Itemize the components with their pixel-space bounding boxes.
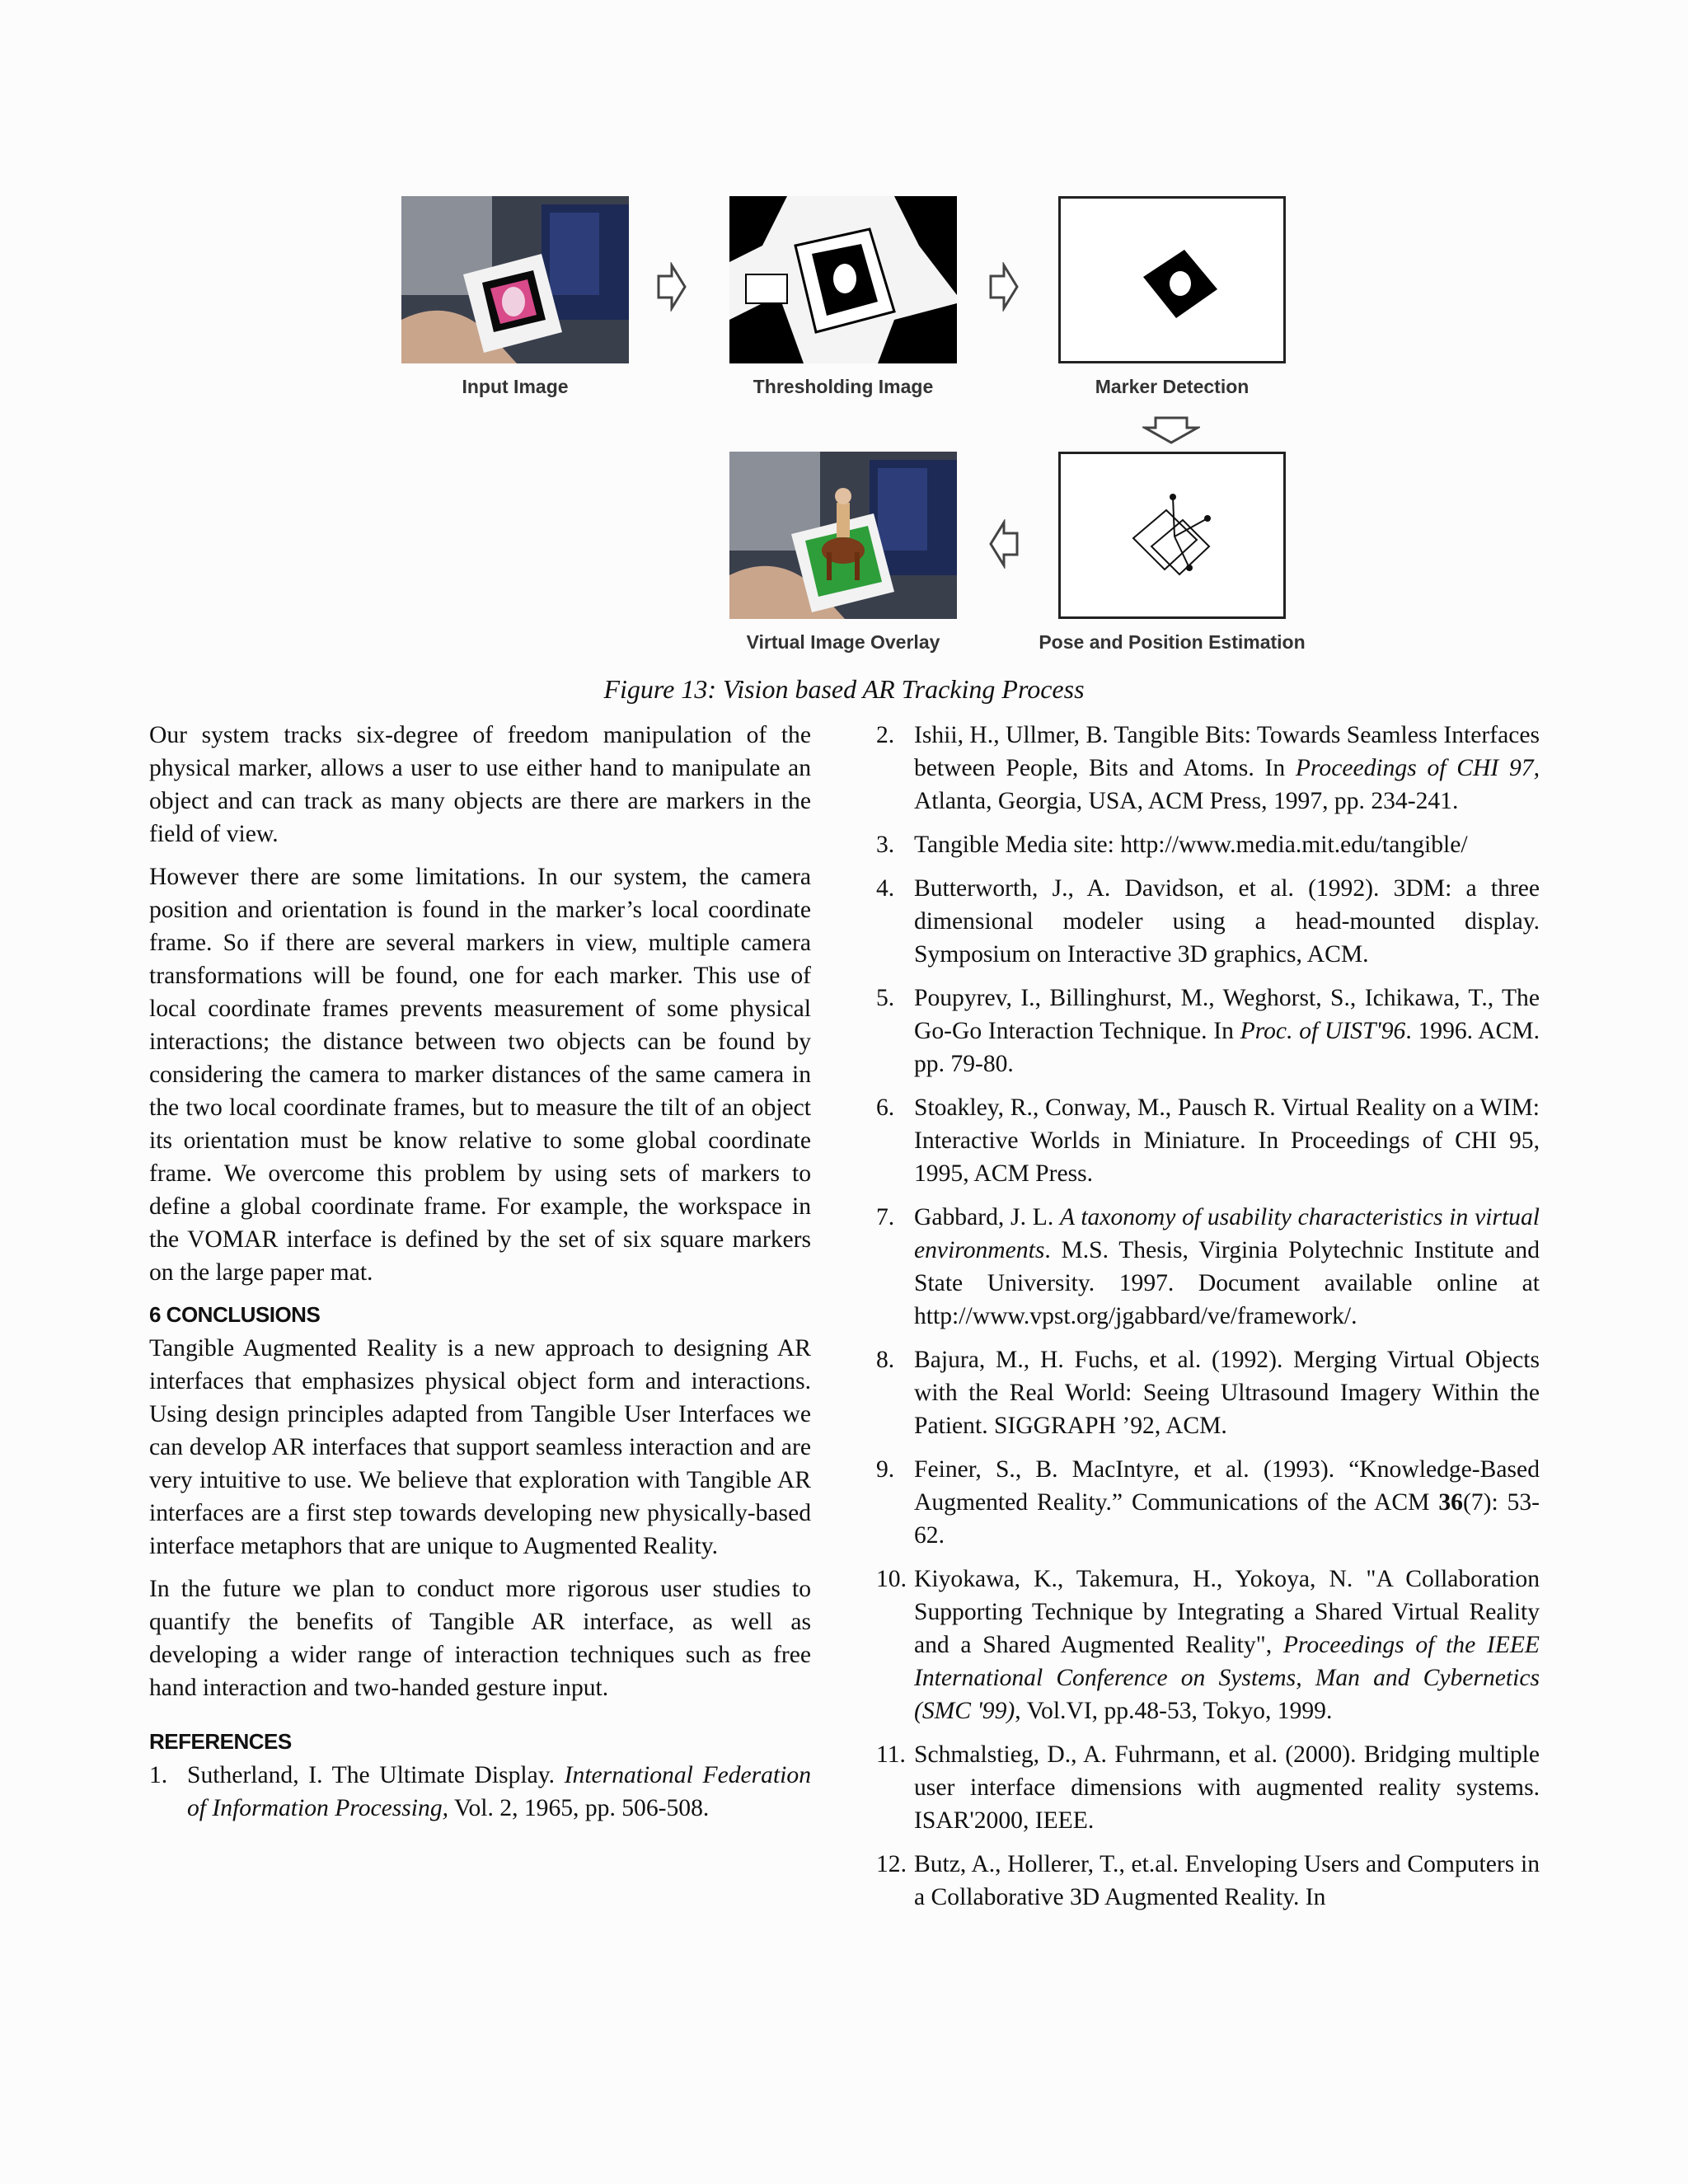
- figure-caption: Figure 13: Vision based AR Tracking Process: [603, 674, 1085, 704]
- reference-item: [876, 719, 1540, 818]
- reference-number: 10.: [876, 1566, 907, 1592]
- reference-item: [876, 1091, 1540, 1190]
- reference-text: Poupyrev, I., Billinghurst, M., Weghorst, S., Ichikawa, T., The Go-Go Interaction Technique. In Proc. of UIST'96. 1996. ACM. pp. 79-80.: [914, 985, 1540, 1077]
- reference-text: Schmalstieg, D., A. Fuhrmann, et al. (2000). Bridging multiple user interface dimensions with augmented reality systems. ISAR'2000, IEEE.: [914, 1741, 1540, 1834]
- right-column: [876, 719, 1540, 1924]
- thresholding-image-label: Thresholding Image: [753, 376, 934, 397]
- reference-text: Butz, A., Hollerer, T., et.al. Enveloping Users and Computers in a Collaborative 3D Augmented Reality. In: [914, 1851, 1540, 1910]
- reference-number: 12.: [876, 1851, 907, 1877]
- reference-number: 6.: [876, 1094, 895, 1121]
- reference-number: 4.: [876, 875, 895, 902]
- reference-item: [876, 1343, 1540, 1442]
- reference-text: Kiyokawa, K., Takemura, H., Yokoya, N. "A Collaboration Supporting Technique by Integrating a Shared Virtual Reality and a Shared Augmented Reality", Proceedings of the IEEE International Conference on Systems, Man and Cybernetics (SMC '99), Vol.VI, pp.48-53, Tokyo, 1999.: [914, 1566, 1540, 1724]
- pose-estimation-label: Pose and Position Estimation: [1039, 631, 1306, 653]
- reference-item: [876, 1453, 1540, 1552]
- reference-text: Gabbard, J. L. A taxonomy of usability characteristics in virtual environments. M.S. Thesis, Virginia Polytechnic Institute and State University. 1997. Document available online at http://www.vpst.org/jgabbard/ve/framework/.: [914, 1204, 1540, 1329]
- virtual-image-overlay-photo: [729, 452, 957, 619]
- right-arrow-icon: [655, 262, 688, 312]
- reference-number: 8.: [876, 1347, 895, 1373]
- marker-detection-panel: [1058, 196, 1286, 363]
- marker-detection-label: Marker Detection: [1095, 376, 1250, 397]
- reference-text: Butterworth, J., A. Davidson, et al. (1992). 3DM: a three dimensional modeler using a head-mounted display. Symposium on Interactive 3D graphics, ACM.: [914, 875, 1540, 968]
- references-heading: REFERENCES: [149, 1729, 292, 1754]
- input-image-graphic: [401, 196, 629, 363]
- reference-text: Bajura, M., H. Fuchs, et al. (1992). Merging Virtual Objects with the Real World: Seeing Ultrasound Imagery Within the Patient. SIGGRAPH ’92, ACM.: [914, 1347, 1540, 1439]
- reference-item: [876, 828, 1540, 861]
- marker-detection-graphic: [1061, 199, 1283, 361]
- reference-number: 3.: [876, 832, 895, 858]
- reference-number: 7.: [876, 1204, 895, 1230]
- paragraph-future-work: In the future we plan to conduct more rigorous user studies to quantify the benefits of Tangible AR interface, as well as developing a wider range of interaction techniques such as free hand interaction and two-handed gesture input.: [149, 1576, 811, 1701]
- reference-number: 2.: [876, 722, 895, 748]
- reference-text: Tangible Media site: http://www.media.mit.edu/tangible/: [914, 832, 1468, 858]
- thresholding-image-graphic: [729, 196, 957, 363]
- reference-item: [876, 872, 1540, 971]
- reference-text: Sutherland, I. The Ultimate Display. International Federation of Information Processing, Vol. 2, 1965, pp. 506-508.: [187, 1762, 811, 1821]
- right-arrow-icon: [987, 262, 1020, 312]
- reference-number: 9.: [876, 1456, 895, 1483]
- virtual-image-overlay-graphic: [729, 452, 957, 619]
- conclusions-heading: 6 CONCLUSIONS: [149, 1302, 321, 1327]
- paragraph-limitations: However there are some limitations. In our system, the camera position and orientation is found in the marker’s local coordinate frame. So if there are several markers in view, multiple camera transformations will be found, one for each marker. This use of local coordinate frames prevents measurement of some physical interactions; the distance between two objects can be found by considering the camera to marker distances of the same camera in the two local coordinate frames, but to measure the tilt of an object its orientation must be know relative to some global coordinate frame. We overcome this problem by using sets of markers to define a global coordinate frame. For example, the workspace in the VOMAR interface is defined by the set of six square markers on the large paper mat.: [149, 864, 811, 1286]
- left-arrow-icon: [987, 519, 1020, 569]
- reference-number: 5.: [876, 985, 895, 1011]
- paragraph-tracking: Our system tracks six-degree of freedom manipulation of the physical marker, allows a user to use either hand to manipulate an object and can track as many objects are there are markers in the field of view.: [149, 722, 811, 847]
- pose-estimation-graphic: [1061, 454, 1283, 616]
- left-column: [149, 719, 811, 1835]
- thresholding-image-photo: [729, 196, 957, 363]
- input-image-label: Input Image: [462, 376, 569, 397]
- reference-item: [876, 1848, 1540, 1914]
- reference-text: Ishii, H., Ullmer, B. Tangible Bits: Towards Seamless Interfaces between People, Bits and Atoms. In Proceedings of CHI 97, Atlanta, Georgia, USA, ACM Press, 1997, pp. 234-241.: [914, 722, 1540, 814]
- reference-item: [876, 1738, 1540, 1837]
- reference-text: Feiner, S., B. MacIntyre, et al. (1993). “Knowledge-Based Augmented Reality.” Communications of the ACM 36(7): 53-62.: [914, 1456, 1540, 1549]
- reference-text: Stoakley, R., Conway, M., Pausch R. Virtual Reality on a WIM: Interactive Worlds in Miniature. In Proceedings of CHI 95, 1995, ACM Press.: [914, 1094, 1540, 1187]
- reference-number: 11.: [876, 1741, 906, 1768]
- paragraph-conclusions: Tangible Augmented Reality is a new approach to designing AR interfaces that emphasizes physical object form and interactions. Using design principles adapted from Tangible User Interfaces we can develop AR interfaces that support seamless interaction and are very intuitive to use. We believe that exploration with Tangible AR interfaces are a first step towards developing new physically-based interface metaphors that are unique to Augmented Reality.: [149, 1335, 811, 1559]
- down-arrow-icon: [1142, 415, 1200, 445]
- reference-number: 1.: [149, 1762, 168, 1788]
- reference-item: [876, 1563, 1540, 1727]
- reference-item: [876, 982, 1540, 1080]
- virtual-image-overlay-label: Virtual Image Overlay: [746, 631, 940, 653]
- reference-item: [876, 1201, 1540, 1333]
- reference-item: [149, 1759, 811, 1825]
- input-image-photo: [401, 196, 629, 363]
- pose-estimation-panel: [1058, 452, 1286, 619]
